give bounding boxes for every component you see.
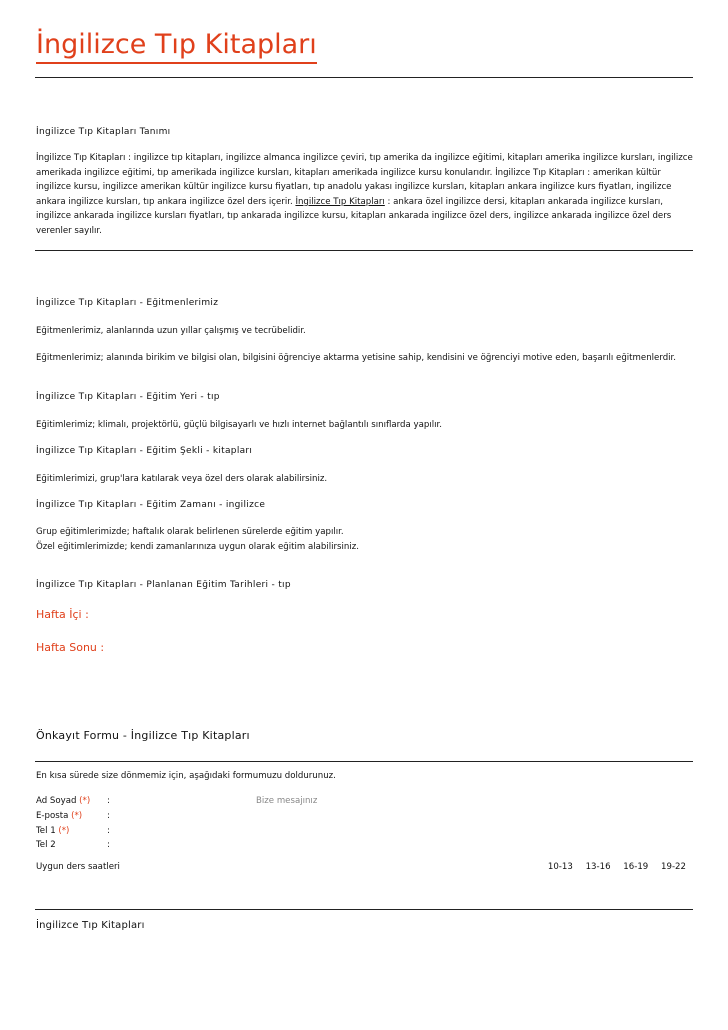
form-row-tel2 — [36, 840, 696, 854]
hours-label: Uygun ders saatleri — [36, 862, 120, 872]
footer-title: İngilizce Tıp Kitapları — [36, 920, 145, 931]
style-heading: İngilizce Tıp Kitapları - Eğitim Şekli - kitapları — [36, 446, 253, 456]
style-text: Eğitimlerimizi, grup'lara katılarak veya özel ders olarak alabilirsiniz. — [36, 474, 328, 484]
weekday-label: Hafta İçi : — [36, 608, 89, 621]
hours-option[interactable]: 16-19 — [623, 862, 649, 872]
hours-option[interactable]: 10-13 — [547, 862, 573, 872]
email-field-label: E-posta (*) — [36, 811, 83, 821]
time-heading: İngilizce Tıp Kitapları - Eğitim Zamanı - ingilizce — [36, 500, 266, 510]
teachers-paragraph-1: Eğitmenlerimiz, alanlarında uzun yıllar çalışmış ve tecrübelidir. — [36, 326, 306, 336]
teachers-heading: İngilizce Tıp Kitapları - Eğitmenlerimiz — [36, 298, 219, 308]
definition-heading: İngilizce Tıp Kitapları Tanımı — [36, 127, 171, 137]
divider — [35, 761, 693, 762]
form-intro: En kısa sürede size dönmemiz için, aşağıdaki formumuzu doldurunuz. — [36, 771, 336, 781]
tel2-field-colon[interactable]: : — [107, 840, 110, 850]
form-title: Önkayıt Formu - İngilizce Tıp Kitapları — [36, 729, 250, 742]
planned-heading: İngilizce Tıp Kitapları - Planlanan Eğitim Tarihleri - tıp — [36, 580, 291, 590]
form-row-name — [36, 796, 696, 810]
form-row-tel1 — [36, 826, 696, 840]
time-line-2: Özel eğitimlerimizde; kendi zamanlarınıza uygun olarak eğitim alabilirsiniz. — [36, 542, 359, 552]
divider — [35, 77, 693, 78]
definition-text: İngilizce Tıp Kitapları : ingilizce tıp kitapları, ingilizce almanca ingilizce çeviri, tıp amerika da ingilizce eğitimi, kitapları amerika ingilizce kursları, ingilizce amerikada ingilizce eğitimi, tıp amerikada ingilizce kursları, kitapları amerikada ingilizce kursu konularıdır. İngilizce Tıp Kitapları : amerikan kültür ingilizce kursu, ingilizce amerikan kültür ingilizce kursu fiyatları, tıp anadolu yakası ingilizce kursları, kitapları ankara ingilizce kurs fiyatları, ingilizce ankara ingilizce kursları, tıp ankara ingilizce özel ders içerir. — [36, 153, 693, 207]
time-line-1: Grup eğitimlerimizde; haftalık olarak belirlenen sürelerde eğitim yapılır. — [36, 527, 344, 537]
name-field-label: Ad Soyad (*) — [36, 796, 91, 806]
tel2-field-label: Tel 2 — [36, 840, 56, 850]
email-field-colon[interactable]: : — [107, 811, 110, 821]
tel1-field-label: Tel 1 (*) — [36, 826, 70, 836]
definition-paragraph — [36, 151, 696, 238]
hours-option[interactable]: 19-22 — [661, 862, 686, 872]
place-heading: İngilizce Tıp Kitapları - Eğitim Yeri - tıp — [36, 392, 220, 402]
form-row-hours — [36, 862, 696, 876]
tel1-field-colon[interactable]: : — [107, 826, 110, 836]
teachers-paragraph-2: Eğitmenlerimiz; alanında birikim ve bilgisi olan, bilgisini öğrenciye aktarma yetisine sahip, kendisini ve öğrenciyi motive eden, başarılı eğitmenlerdir. — [36, 353, 677, 363]
hours-option[interactable]: 13-16 — [585, 862, 611, 872]
page-title: İngilizce Tıp Kitapları — [36, 28, 317, 64]
definition-link[interactable]: İngilizce Tıp Kitapları — [295, 196, 385, 207]
place-text: Eğitimlerimiz; klimalı, projektörlü, güçlü bilgisayarlı ve hızlı internet bağlantılı sınıflarda yapılır. — [36, 420, 442, 430]
divider — [35, 909, 693, 910]
form-row-email — [36, 811, 696, 825]
definition-text-after: : ankara özel ingilizce dersi, kitapları ankarada ingilizce kursları, ingilizce ankarada ingilizce kursları fiyatları, tıp ankarada ingilizce kursu, kitapları ankarada ingilizce özel ders, ingilizce ankarada ingilizce özel ders verenler sayılır. — [36, 196, 672, 236]
hours-options — [538, 862, 686, 872]
name-field-colon[interactable]: : — [107, 796, 110, 806]
weekend-label: Hafta Sonu : — [36, 641, 105, 654]
divider — [35, 250, 693, 251]
message-textarea[interactable]: Bize mesajınız — [256, 796, 318, 806]
